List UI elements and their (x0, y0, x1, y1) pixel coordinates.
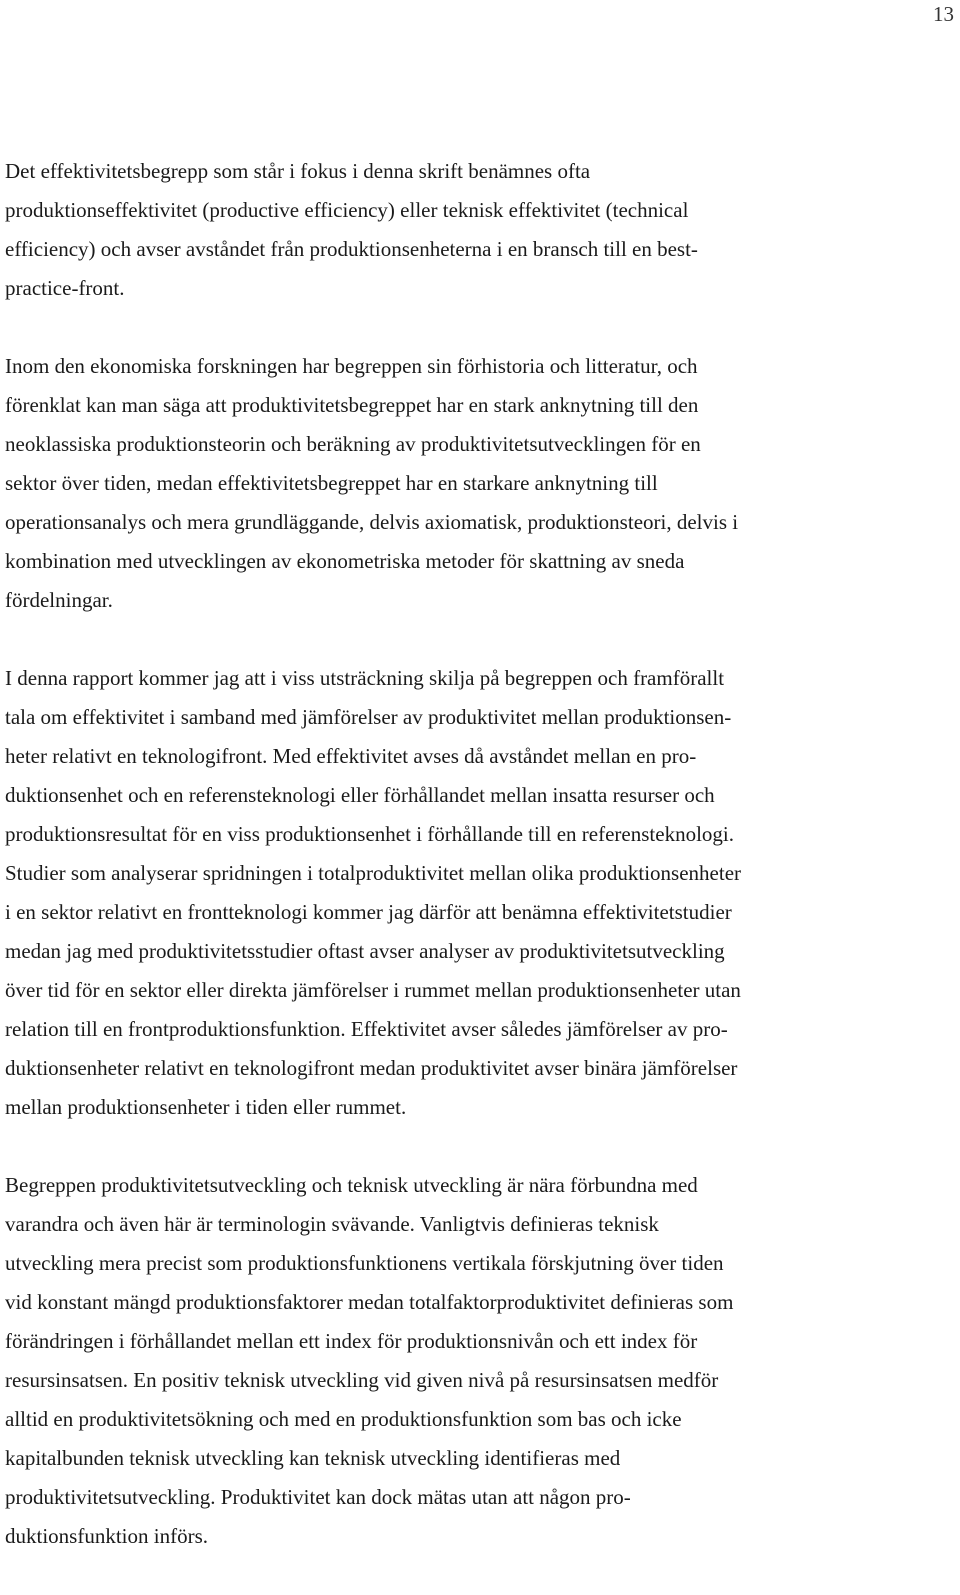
text-line: Studier som analyserar spridningen i totalproduktivitet mellan olika produktionsenheter (5, 861, 742, 885)
text-line: tala om effektivitet i samband med jämförelser av produktivitet mellan produktionsen- (5, 705, 732, 729)
text-line: sektor över tiden, medan effektivitetsbegreppet har en starkare anknytning till (5, 471, 658, 495)
text-line: resursinsatsen. En positiv teknisk utveckling vid given nivå på resursinsatsen medför (5, 1368, 719, 1392)
text-line: I denna rapport kommer jag att i viss utsträckning skilja på begreppen och framförallt (5, 666, 725, 690)
paragraph-technical-development (5, 1166, 955, 1556)
text-line: kapitalbunden teknisk utveckling kan teknisk utveckling identifieras med (5, 1446, 621, 1470)
text-line: duktionsenhet och en referensteknologi eller förhållandet mellan insatta resurser och (5, 783, 715, 807)
text-line: operationsanalys och mera grundläggande, delvis axiomatisk, produktionsteori, delvis i (5, 510, 739, 534)
text-line: duktionsfunktion införs. (5, 1524, 208, 1548)
text-line: mellan produktionsenheter i tiden eller rummet. (5, 1095, 407, 1119)
text-line: vid konstant mängd produktionsfaktorer medan totalfaktorproduktivitet definieras som (5, 1290, 734, 1314)
text-line: medan jag med produktivitetsstudier oftast avser analyser av produktivitetsutveckling (5, 939, 725, 963)
text-line: produktivitetsutveckling. Produktivitet kan dock mätas utan att någon pro- (5, 1485, 631, 1509)
text-line: kombination med utvecklingen av ekonometriska metoder för skattning av sneda (5, 549, 685, 573)
text-line: över tid för en sektor eller direkta jämförelser i rummet mellan produktionsenheter utan (5, 978, 741, 1002)
paragraph-efficiency-definition (5, 152, 955, 308)
text-line: produktionseffektivitet (productive efficiency) eller teknisk effektivitet (technical (5, 198, 689, 222)
page-body (5, 152, 955, 1595)
text-line: alltid en produktivitetsökning och med en produktionsfunktion som bas och icke (5, 1407, 682, 1431)
paragraph-report-terminology (5, 659, 955, 1127)
text-line: fördelningar. (5, 588, 113, 612)
text-line: Inom den ekonomiska forskningen har begreppen sin förhistoria och litteratur, och (5, 354, 698, 378)
text-line: Begreppen produktivitetsutveckling och teknisk utveckling är nära förbundna med (5, 1173, 698, 1197)
text-line: i en sektor relativt en frontteknologi kommer jag därför att benämna effektivitetstudier (5, 900, 732, 924)
paragraph-economic-research (5, 347, 955, 620)
text-line: neoklassiska produktionsteorin och beräkning av produktivitetsutvecklingen för en (5, 432, 701, 456)
text-line: varandra och även här är terminologin svävande. Vanligtvis definieras teknisk (5, 1212, 659, 1236)
text-line: utveckling mera precist som produktionsfunktionens vertikala förskjutning över tiden (5, 1251, 724, 1275)
text-line: produktionsresultat för en viss produktionsenhet i förhållande till en referensteknologi. (5, 822, 734, 846)
text-line: relation till en frontproduktionsfunktion. Effektivitet avser således jämförelser av pro- (5, 1017, 728, 1041)
text-line: duktionsenheter relativt en teknologifront medan produktivitet avser binära jämförelser (5, 1056, 738, 1080)
page-number: 13 (933, 2, 954, 26)
text-line: efficiency) och avser avståndet från produktionsenheterna i en bransch till en best- (5, 237, 698, 261)
text-line: förändringen i förhållandet mellan ett index för produktionsnivån och ett index för (5, 1329, 698, 1353)
text-line: practice-front. (5, 276, 125, 300)
text-line: heter relativt en teknologifront. Med effektivitet avses då avståndet mellan en pro- (5, 744, 697, 768)
text-line: förenklat kan man säga att produktivitetsbegreppet har en stark anknytning till den (5, 393, 699, 417)
text-line: Det effektivitetsbegrepp som står i fokus i denna skrift benämnes ofta (5, 159, 591, 183)
